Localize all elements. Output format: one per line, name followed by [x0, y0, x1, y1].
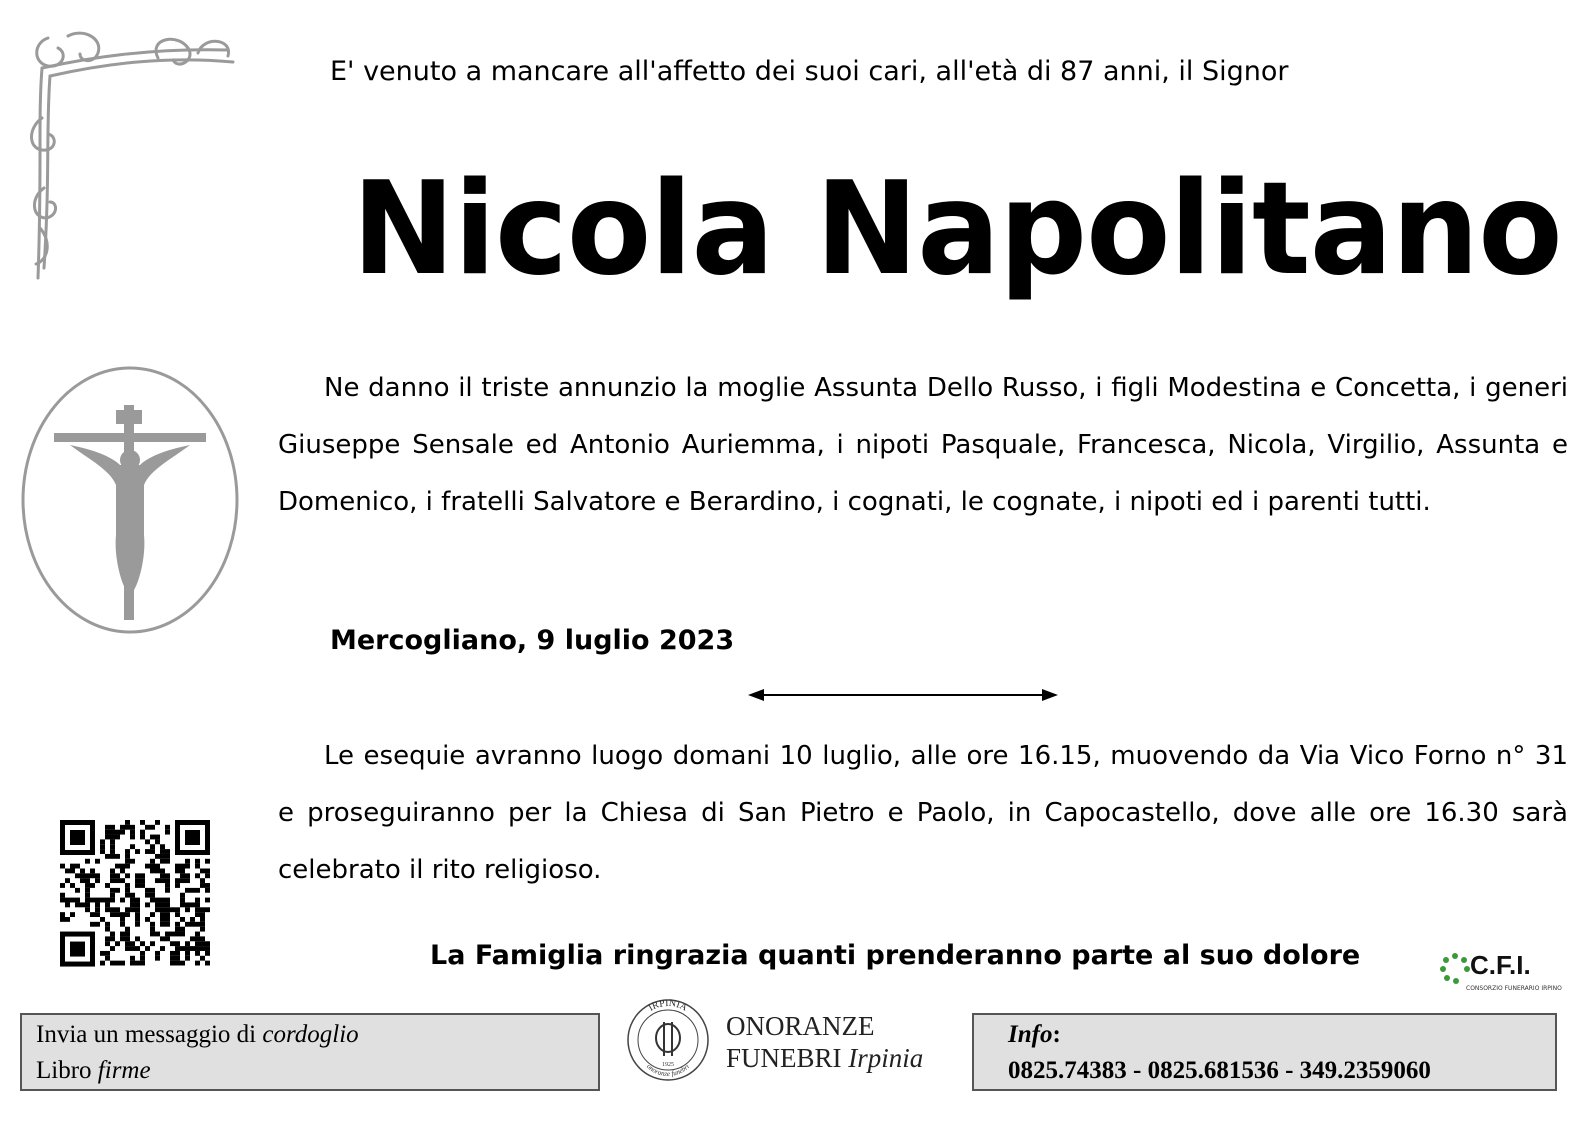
deceased-name: Nicola Napolitano — [352, 155, 1562, 304]
thanks-text: La Famiglia ringrazia quanti prenderanno parte al suo dolore — [430, 940, 1361, 971]
double-arrow-icon — [748, 685, 1058, 705]
cfi-logo-subtitle: CONSORZIO FUNERARIO IRPINO — [1466, 985, 1562, 992]
phone-numbers[interactable]: 0825.74383 - 0825.681536 - 349.2359060 — [1008, 1057, 1431, 1084]
funeral-paragraph: Le esequie avranno luogo domani 10 luglio, alle ore 16.15, muovendo da Via Vico Forno n° 31 e proseguiranno per la Chiesa di San Pietro e Paolo, in Capocastello, dove alle ore 16.30 sarà celebrato il rito religioso. — [278, 741, 1568, 885]
announcement-paragraph: Ne danno il triste annunzio la moglie Assunta Dello Russo, i figli Modestina e Concetta, i generi Giuseppe Sensale ed Antonio Auriemma, i nipoti Pasquale, Francesca, Nicola, Virgilio, Assunta e Domenico, i fratelli Salvatore e Berardino, i cognati, le cognate, i nipoti ed i parenti tutti. — [278, 373, 1568, 517]
cfi-logo-icon — [1440, 952, 1470, 984]
intro-text: E' venuto a mancare all'affetto dei suoi cari, all'età di 87 anni, il Signor — [330, 56, 1289, 87]
condolence-box[interactable] — [20, 1013, 600, 1091]
corner-ornament-icon — [28, 28, 238, 288]
agency-seal-icon — [620, 990, 716, 1086]
info-label: Info — [1008, 1021, 1053, 1048]
svg-text:IRPINIA: IRPINIA — [646, 997, 690, 1014]
condolence-link[interactable]: Invia un messaggio di cordoglio — [36, 1021, 359, 1048]
svg-text:1925: 1925 — [662, 1062, 674, 1068]
place-date: Mercogliano, 9 luglio 2023 — [330, 625, 735, 656]
cfi-logo-text: C.F.I. — [1470, 950, 1531, 980]
guestbook-link[interactable]: Libro firme — [36, 1057, 151, 1084]
agency-name: ONORANZE FUNEBRI Irpinia — [726, 1011, 924, 1073]
crucifix-icon — [20, 365, 240, 635]
svg-text:onoranze funebri: onoranze funebri — [645, 1062, 691, 1079]
info-box: Info: 0825.74383 - 0825.681536 - 349.2359060 — [972, 1013, 1557, 1091]
qr-code-icon[interactable] — [60, 820, 220, 970]
